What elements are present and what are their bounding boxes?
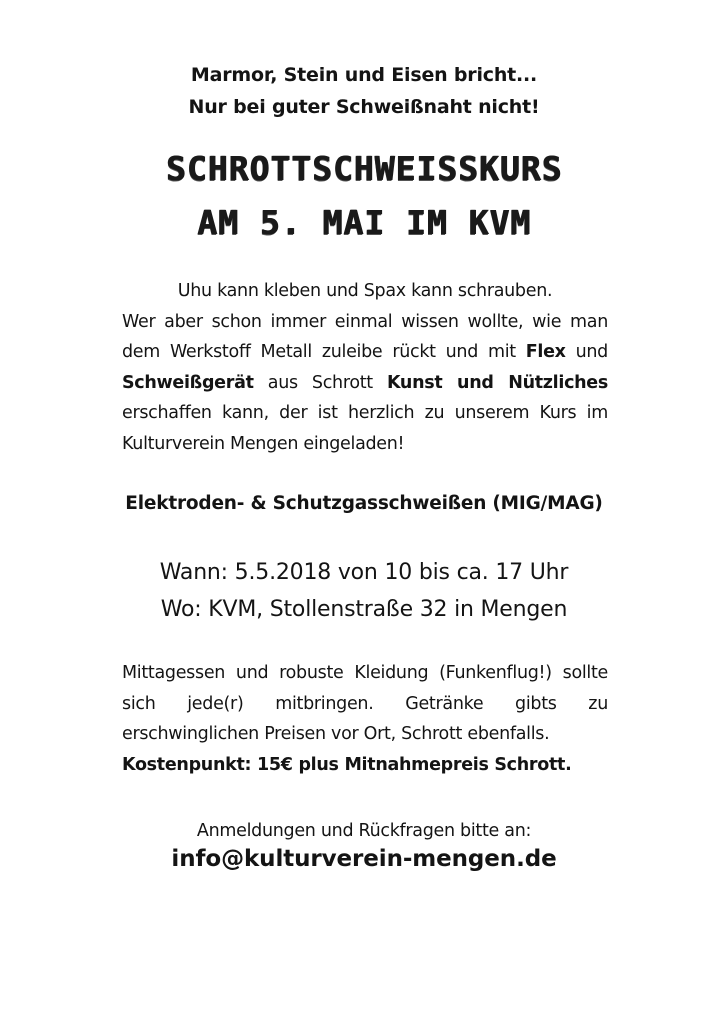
intro-bold-schweissgeraet: Schweißgerät: [122, 372, 254, 393]
intro-block: [122, 276, 608, 459]
cost-line: [122, 750, 608, 781]
tagline-line-1: Marmor, Stein und Eisen bricht...: [190, 64, 538, 86]
notes-text: Mittagessen und robuste Kleidung (Funkenflug!) sollte sich jede(r) mitbringen. Getränke gibts zu erschwinglichen Preisen vor Ort, Schrott ebenfalls.: [122, 663, 608, 744]
contact-email[interactable]: info@kulturverein-mengen.de: [171, 846, 557, 872]
date-location: [0, 554, 728, 628]
intro-text-3: aus Schrott: [253, 372, 387, 393]
intro-text-2: und: [565, 342, 608, 362]
headline: [0, 142, 728, 250]
headline-line-1: SCHROTTSCHWEISSKURS: [165, 149, 563, 188]
headline-line-2: AM 5. MAI IM KVM: [197, 203, 531, 242]
intro-text-4: erschaffen kann, der ist herzlich zu unserem Kurs im Kulturverein Mengen eingeladen!: [122, 403, 608, 454]
intro-text-1: Wer aber schon immer einmal wissen wollte, wie man dem Werkstoff Metall zuleibe rückt und mit: [122, 311, 608, 362]
cost-text: Kostenpunkt: 15€ plus Mitnahmepreis Schrott.: [122, 754, 572, 775]
when-line: Wann: 5.5.2018 von 10 bis ca. 17 Uhr: [159, 560, 569, 585]
intro-bold-kunst: Kunst und Nützliches: [386, 372, 608, 393]
tagline-line-2: Nur bei guter Schweißnaht nicht!: [188, 96, 540, 118]
course-type: Elektroden- & Schutzgasschweißen (MIG/MAG): [125, 493, 603, 514]
where-line: Wo: KVM, Stollenstraße 32 in Mengen: [160, 597, 568, 622]
tagline: [0, 59, 728, 123]
notes-block: [122, 658, 608, 780]
contact-label: Anmeldungen und Rückfragen bitte an:: [196, 821, 532, 841]
intro-line-1: Uhu kann kleben und Spax kann schrauben.: [177, 281, 553, 301]
intro-paragraph: [122, 307, 608, 460]
intro-bold-flex: Flex: [525, 342, 566, 362]
